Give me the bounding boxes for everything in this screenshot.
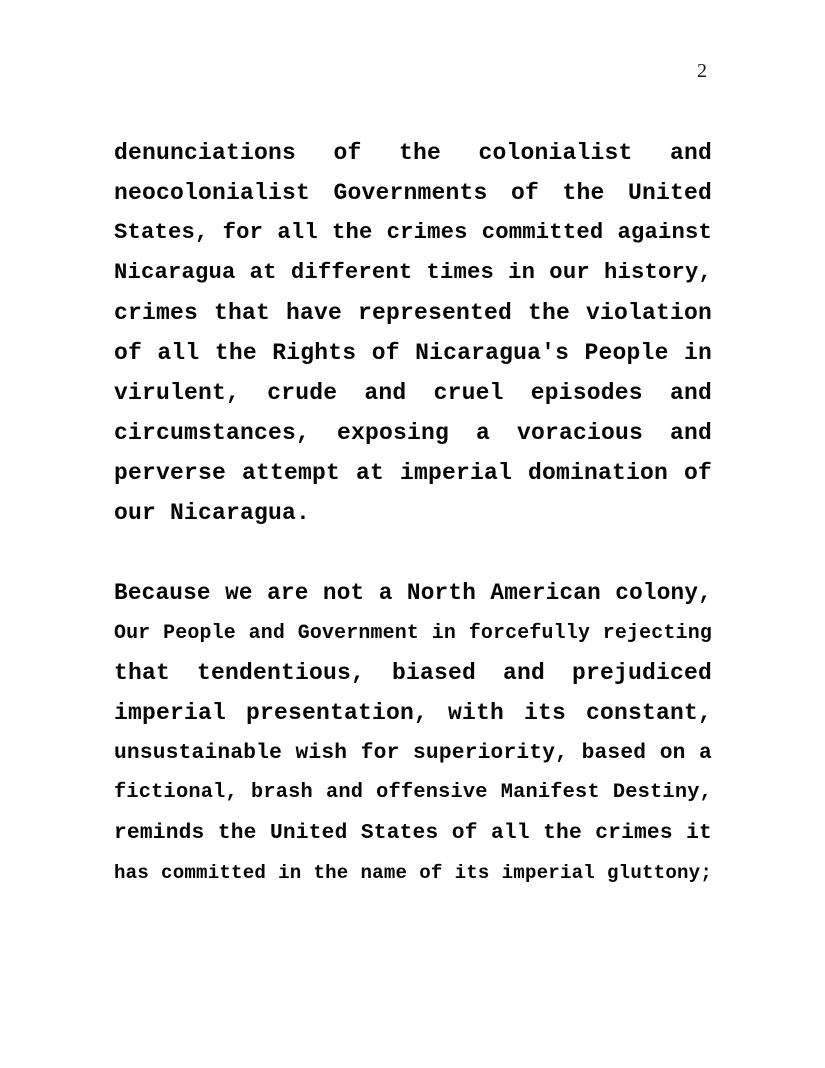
text-line: imperial presentation, with its constant, bbox=[114, 700, 712, 726]
text-line: Because we are not a North American colony, bbox=[114, 580, 712, 606]
text-line: fictional, brash and offensive Manifest Destiny, bbox=[114, 781, 712, 804]
text-line: our Nicaragua. bbox=[114, 500, 311, 526]
text-line: circumstances, exposing a voracious and bbox=[114, 420, 712, 446]
text-line: States, for all the crimes committed against bbox=[114, 220, 712, 245]
text-line: neocolonialist Governments of the United bbox=[114, 180, 712, 206]
text-line: Our People and Government in forcefully rejecting bbox=[114, 621, 712, 644]
text-line: denunciations of the colonialist and bbox=[114, 140, 712, 166]
paragraph bbox=[114, 133, 712, 533]
text-line: virulent, crude and cruel episodes and bbox=[114, 380, 712, 406]
text-line: reminds the United States of all the crimes it bbox=[114, 821, 712, 845]
text-line: perverse attempt at imperial domination of bbox=[114, 460, 712, 486]
document-body bbox=[114, 133, 712, 933]
text-line: of all the Rights of Nicaragua's People in bbox=[114, 340, 712, 366]
text-line: has committed in the name of its imperial gluttony; bbox=[114, 862, 712, 884]
text-line: Nicaragua at different times in our history, bbox=[114, 260, 712, 285]
text-line: that tendentious, biased and prejudiced bbox=[114, 660, 712, 686]
text-line: crimes that have represented the violation bbox=[114, 300, 712, 326]
paragraph bbox=[114, 573, 712, 893]
text-line: unsustainable wish for superiority, based on a bbox=[114, 741, 712, 765]
page-number: 2 bbox=[697, 60, 707, 82]
